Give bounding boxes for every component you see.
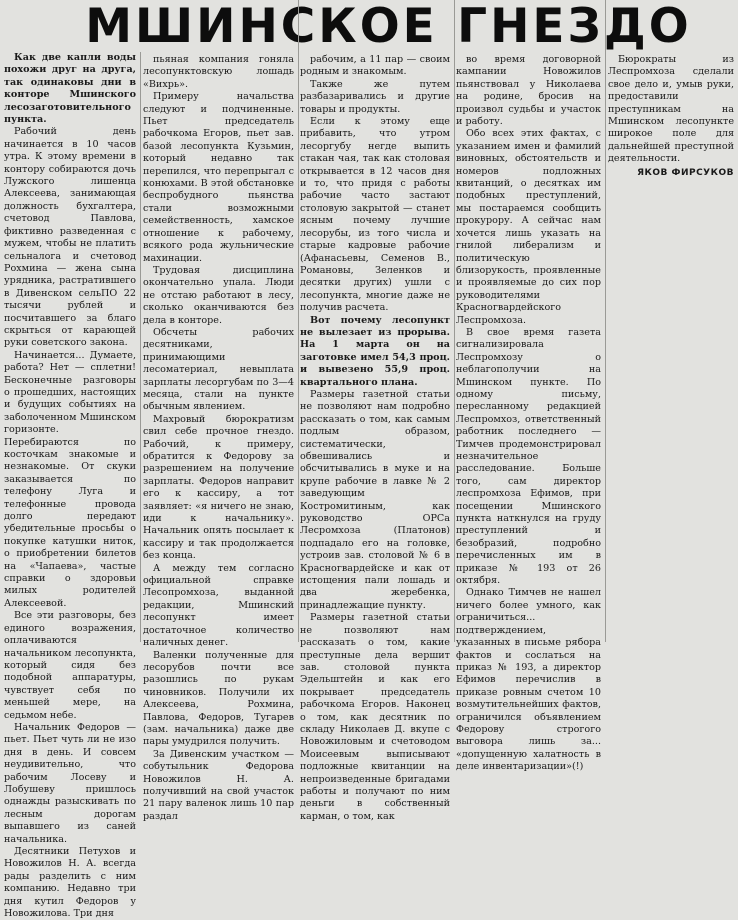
article-paragraph: Вот почему лесопункт не вылезает из прорыва. На 1 марта он на заготовке имел 54,3 проц. и вывезено 55,9 проц. квартального плана.	[300, 314, 450, 388]
article-paragraph: Начальник Федоров — пьет. Пьет чуть ли не изо дня в день. И совсем неудивительно, что рабочим Лосеву и Лобушеву пришлось однажды разыскивать по лесным дорогам выпавшего из саней начальника.	[4, 721, 136, 845]
article-paragraph: Однако Тимчев не нашел ничего более умного, как ограничиться... подтверждением, указанных в письме рябора фактов и сослаться на приказ № 193, а директор Ефимов перечислив в приказе ровным счетом 10 возмутительнейших фактов, ограничился объявлением Федорову строгого выговора лишь за... «допущенную халатность в деле инвентаризации»(!)	[456, 587, 601, 773]
article-column-4	[456, 0, 606, 773]
article-paragraph: Трудовая дисциплина окончательно упала. Люди не отстаю работают в лесу, сколько оканчиваются без дела в конторе.	[143, 264, 294, 326]
article-paragraph: За Дивенским участком — собутыльник Федорова Новожилов Н. А. получивший на свой участок 21 пару валенок лишь 10 пар раздал	[143, 748, 294, 822]
article-paragraph: Десятники Петухов и Новожилов Н. А. всегда рады разделить с ним компанию. Недавно три дня кутил Федоров у Новожилова. Три дня	[4, 846, 136, 920]
article-column-2	[143, 0, 299, 822]
headline: МШИНСКОЕ ГНЕЗДО	[85, 0, 692, 54]
article-paragraph: Рабочий день начинается в 10 часов утра. К этому времени в контору собираются дочь Лужского лишенца Алексеева, занимающая должность бухгалтера, счетовод Павлова, фиктивно разведенная с мужем, чтобы не платить сельналога и счетовод Рохмина — жена сына урядника, растратившего в Дивенском сельПО 22 тысячи рублей и посчитавшего за благо скрыться от карающей руки советского закона.	[4, 126, 136, 349]
article-paragraph: А между тем согласно официальной справке Лесопромхоза, выданной редакции, Мшинский лесопункт имеет достаточное количество наличных денег.	[143, 562, 294, 649]
article-paragraph: Обсчеты рабочих десятниками, принимающими лесоматериал, невыплата зарплаты лесоргубам по 3—4 месяца, стали на пункте обычным явлением.	[143, 326, 294, 413]
article-paragraph: Если к этому еще прибавить, что утром лесоргубу негде выпить стакан чая, так как столовая открывается в 12 часов дня и то, что придя с работы рабочие часто застают столовую закрытой — станет ясным почему лучшие лесорубы, из того числа и старые кадровые рабочие (Афанасьевы, Семенов В., Романовы, Зеленков и десятки других) ушли с лесопункта, многие даже не получив расчета.	[300, 116, 450, 314]
article-column-1	[4, 52, 141, 920]
article-paragraph: рабочим, а 11 пар — своим родным и знакомым.	[300, 54, 450, 78]
article-column-5	[608, 0, 738, 642]
article-columns	[0, 52, 737, 920]
article-paragraph: Начинается... Думаете, работа? Нет — сплетни! Бесконечные разговоры о прошедших, настоящих и будущих событиях на заболоченном Мшинском горизонте. Перебираются по косточкам знакомые и незнакомые. От скуки заказывается по телефону Луга и телефонные провода долго передают убедительные просьбы о покупке катушки ниток, о приобретении билетов на «Чапаева», частые справки о здоровьи милых родителей Алексеевой.	[4, 349, 136, 609]
article-column-3	[300, 0, 455, 822]
article-paragraph: Обо всех этих фактах, с указанием имен и фамилий виновных, обстоятельств и номеров подложных квитанций, о десятках им подобных преступлений, мы постараемся сообщить прокурору. А сейчас нам хочется лишь указать на гнилой либерализм и политическую близорукость, проявленные и проявляемые до сих пор руководителями Красногвардейского Леспромхоза.	[456, 128, 601, 326]
article-paragraph: Все эти разговоры, без единого возражения, оплачиваются начальником лесопункта, который сидя без подобной аппаратуры, чувствует себя по меньшей мере, на седьмом небе.	[4, 610, 136, 721]
article-paragraph: Примеру начальства следуют и подчиненные. Пьет председатель рабочкома Егоров, пьет зав. базой лесопункта Кузьмин, который недавно так перепился, что перепрыгал с конюхами. В этой обстановке беспробудного пьянства стали возможными семейственность, хамское отношение к рабочему, всякого рода жульнические махинации.	[143, 91, 294, 264]
article-paragraph: Также же путем разбазаривались и другие товары и продукты.	[300, 78, 450, 115]
article-paragraph: во время договорной кампании Новожилов пьянствовал у Николаева на родине, бросив на произвол судьбы и участок и работу.	[456, 54, 601, 128]
article-paragraph: Как две капли воды похожи друг на друга, так одинаковы дни в конторе Мшинского лесозаготовительного пункта.	[4, 52, 136, 126]
article-paragraph: Размеры газетной статьи не позволяют нам рассказать о том, какие преступные дела вершит зав. столовой пункта Эдельштейн и как его покрывает председатель рабочкома Егоров. Наконец о том, как десятник по складу Николаев Д. вкупе с Новожиловым и счетоводом Моисеевым выписывают подложные квитанции на непроизведенные бригадами работы и получают по ним деньги в собственный карман, о том, как	[300, 612, 450, 822]
author-signature: ЯКОВ ФИРСУКОВ	[637, 167, 734, 178]
article-paragraph: пьяная компания гоняла лесопунктовскую лошадь «Вихрь».	[143, 54, 294, 90]
article-paragraph: Махровый бюрократизм свил себе прочное гнездо. Рабочий, к примеру, обратится к Федорову за разрешением на получение зарплаты. Федоров направит его к кассиру, а тот заявляет: «я ничего не знаю, иди к начальнику». Начальник опять посылает к кассиру и так продолжается без конца.	[143, 413, 294, 562]
article-paragraph: Бюрократы из Леспромхоза сделали свое дело и, умыв руки, предоставили преступникам на Мшинском лесопункте широкое поле для дальнейшей преступной деятельности.	[608, 54, 734, 165]
article-paragraph: Размеры газетной статьи не позволяют нам подробно рассказать о том, как самым подлым образом, систематически, обвешивались и обсчитывались в муке и на крупе рабочие в лавке № 2 заведующим Костромитиным, как руководство ОРСа Лесромхоза (Платонов) подпадало его на головке, устроив зав. столовой № 6 в Красногвардейске и как от истощения пали лошадь и два жеребенка, принадлежащие пункту.	[300, 388, 450, 611]
article-paragraph: Валенки полученные для лесорубов почти все разошлись по рукам чиновников. Получили их Алексеева, Рохмина, Павлова, Федоров, Тугарев (зам. начальника) даже две пары умудрился получить.	[143, 649, 294, 748]
article-paragraph: В свое время газета сигнализировала Леспромхозу о неблагополучии на Мшинском пункте. По одному письму, пересланному редакцией Леспромхоз, ответственный работник последнего — Тимчев продемонстрировал незначительное расследование. Больше того, сам директор леспромхоза Ефимов, при посещении Мшинского пункта наткнулся на груду преступлений и безобразий, подробно перечисленных им в приказе № 193 от 26 октября.	[456, 326, 601, 587]
